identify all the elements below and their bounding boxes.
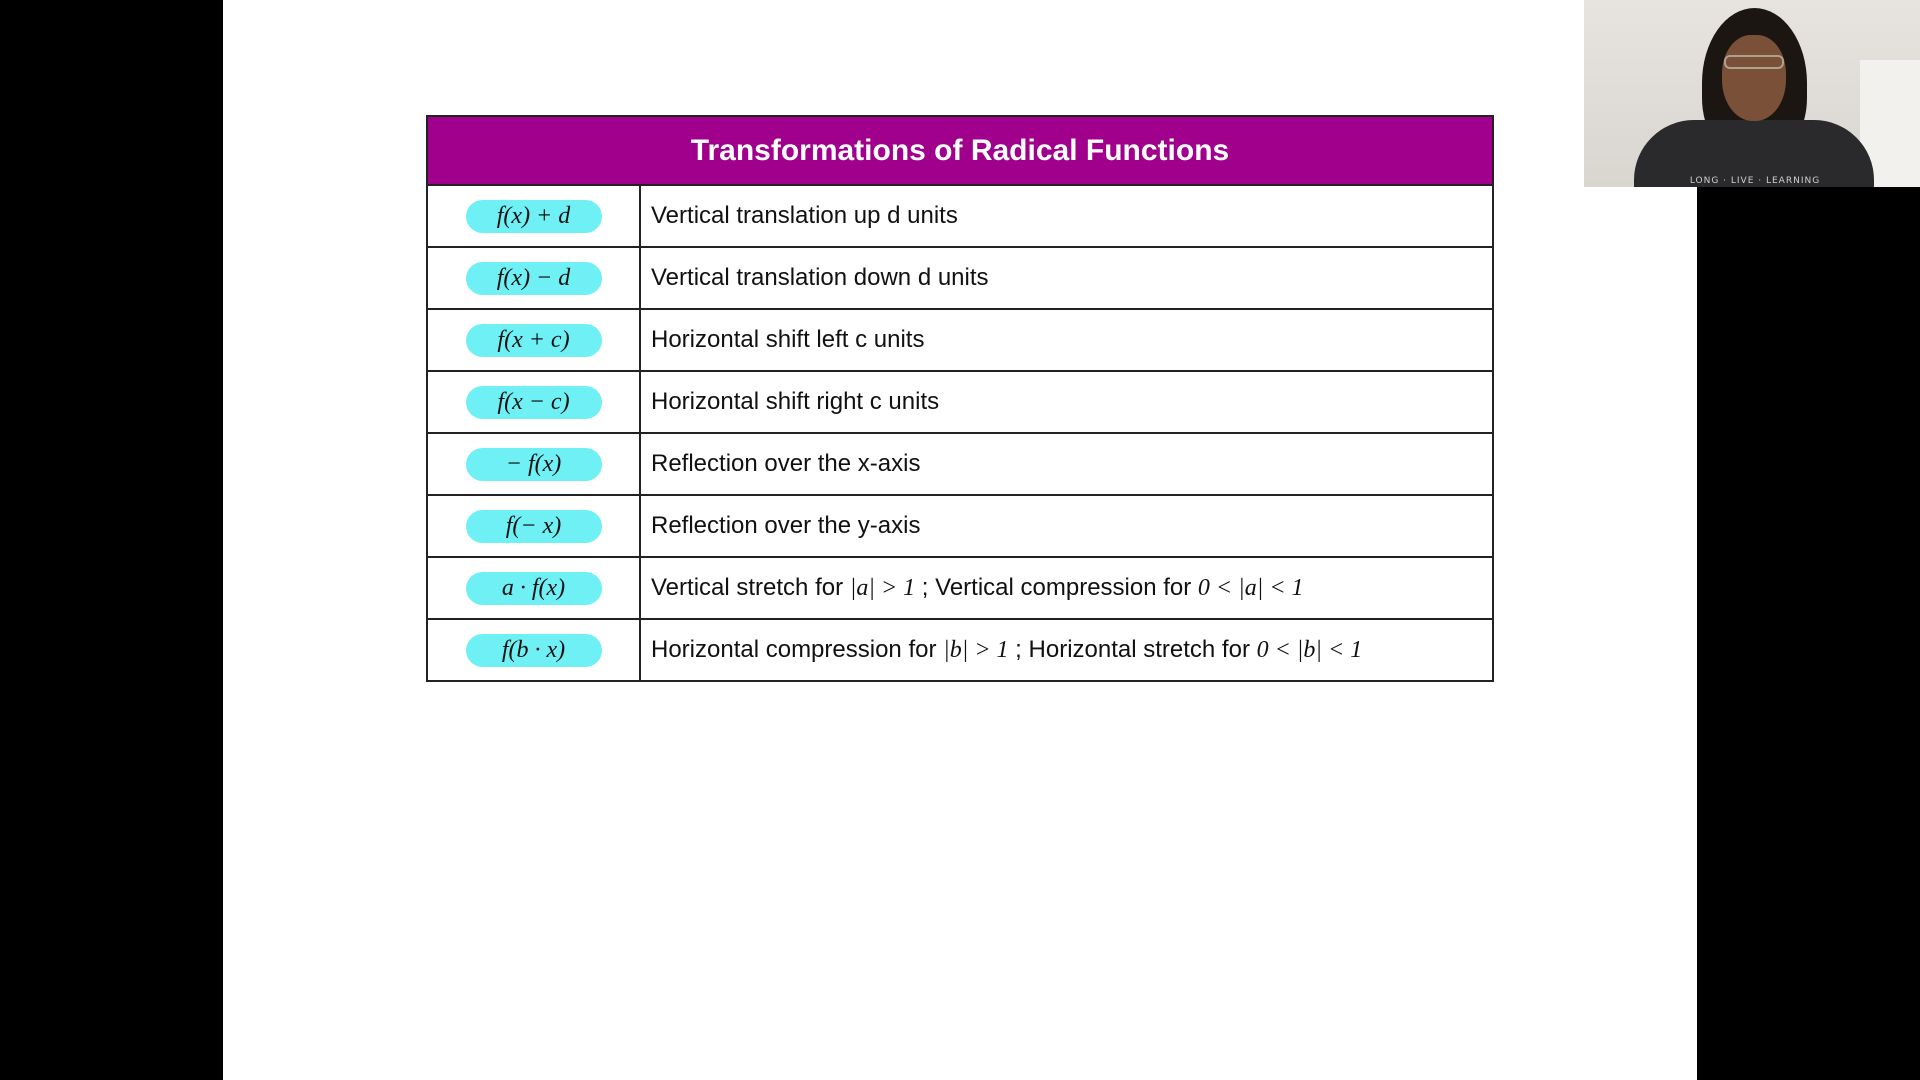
formula-highlight: f(x) + d [466, 200, 602, 233]
formula-cell [428, 248, 641, 308]
description-text: Horizontal compression for [651, 636, 944, 663]
presenter-face [1722, 35, 1786, 121]
formula-highlight: f(x) − d [466, 262, 602, 295]
glasses-icon [1724, 55, 1784, 69]
formula-cell [428, 558, 641, 618]
formula-highlight: f(x − c) [466, 386, 602, 419]
math-condition: |a| > 1 [849, 574, 916, 601]
math-condition: |b| > 1 [943, 636, 1009, 663]
formula-cell [428, 620, 641, 680]
description-text: Vertical stretch for [651, 574, 850, 601]
description-cell: Reflection over the y-axis [651, 512, 921, 539]
description-cell: Vertical translation up d units [651, 202, 958, 229]
description-cell [641, 620, 1492, 680]
formula-cell [428, 496, 641, 556]
table-title: Transformations of Radical Functions [428, 117, 1492, 186]
formula-cell [428, 310, 641, 370]
description-cell [641, 558, 1492, 618]
formula-highlight: a · f(x) [466, 572, 602, 605]
table-row [428, 248, 1492, 310]
math-condition: 0 < |a| < 1 [1197, 574, 1304, 601]
table-row [428, 496, 1492, 558]
table-row [428, 558, 1492, 620]
formula-highlight: f(b · x) [466, 634, 602, 667]
table-row [428, 434, 1492, 496]
description-cell: Horizontal shift left c units [651, 326, 925, 353]
formula-highlight: f(x + c) [466, 324, 602, 357]
transformations-table [426, 115, 1494, 682]
webcam-overlay [1584, 0, 1920, 187]
table-row [428, 372, 1492, 434]
formula-cell [428, 434, 641, 494]
description-cell: Vertical translation down d units [651, 264, 989, 291]
formula-cell [428, 372, 641, 432]
description-text: ; Horizontal stretch for [1008, 636, 1257, 663]
shirt-text: LONG · LIVE · LEARNING [1689, 176, 1821, 186]
table-row [428, 186, 1492, 248]
slide [223, 0, 1697, 1080]
table-row [428, 620, 1492, 680]
table-row [428, 310, 1492, 372]
description-cell: Reflection over the x-axis [651, 450, 921, 477]
formula-highlight: − f(x) [466, 448, 602, 481]
formula-cell [428, 186, 641, 246]
math-condition: 0 < |b| < 1 [1256, 636, 1363, 663]
formula-highlight: f(− x) [466, 510, 602, 543]
description-cell: Horizontal shift right c units [651, 388, 940, 415]
description-text: ; Vertical compression for [915, 574, 1198, 601]
